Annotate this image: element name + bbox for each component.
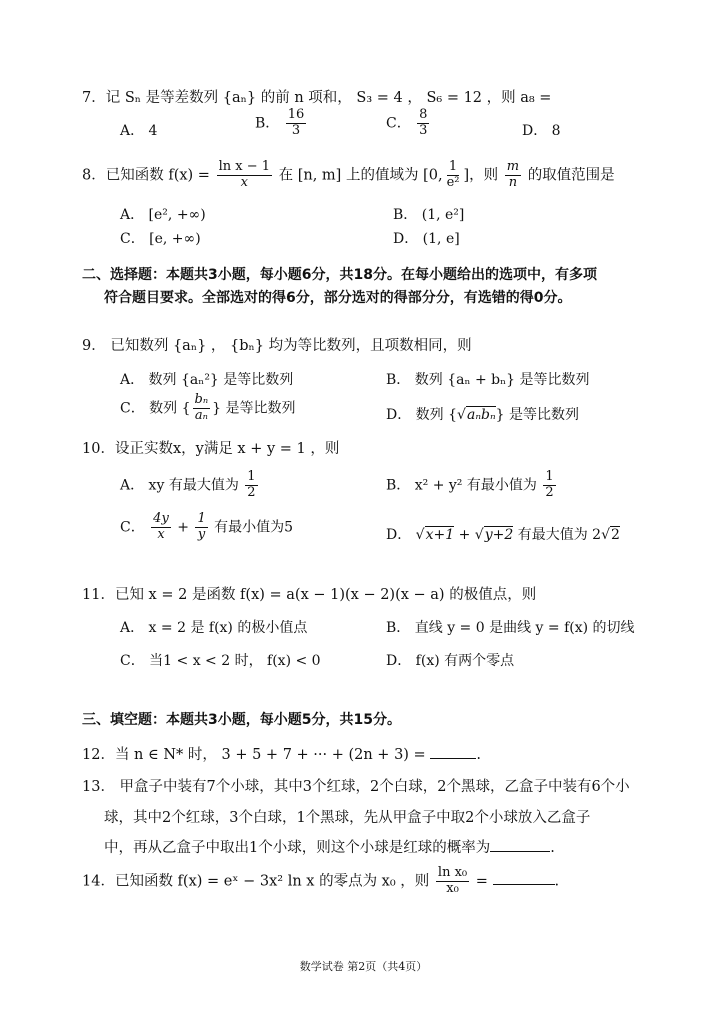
q12-stem: 12．当 n ∈ N* 时， 3 + 5 + 7 + ··· + (2n + 3) = . (82, 747, 481, 763)
q9-option-a: A． 数列 {aₙ²} 是等比数列 (120, 372, 294, 388)
q7-c-fraction: $\frac{8}{3}$ (419, 107, 428, 138)
q8-range-fraction: $\frac{1}{\text{e²}}$ (446, 159, 460, 190)
q13-line1: 13． 甲盒子中装有7个小球，其中3个红球，2个白球，2个黑球，乙盒子中装有6个小 (82, 779, 630, 795)
q10-option-a: A． xy 有最大值为 $\frac{1}{2}$ (120, 469, 256, 500)
q14-stem: 14．已知函数 f(x) = eˣ − 3x² ln x 的零点为 x₀ ，则 $\frac{\text{ln x₀}}{\text{x₀}}$ = . (82, 865, 560, 896)
q8-option-d: D． (1, e] (393, 231, 460, 247)
q8-option-b: B． (1, e²] (393, 207, 465, 223)
section-2-heading-line1: 二、选择题：本题共3小题，每小题6分，共18分。在每小题给出的选项中，有多项 (82, 267, 597, 283)
q7-option-c: C． $\frac{8}{3}$ (386, 107, 428, 138)
q10-stem: 10．设正实数x，y满足 x + y = 1 ，则 (82, 441, 340, 457)
q9-d-radicand: aₙbₙ (466, 407, 496, 423)
page-footer: 数学试卷 第2页（共4页） (299, 960, 428, 973)
q10-option-c: C． $\frac{4y}{x}$ + $\frac{1}{y}$ 有最小值为5 (120, 511, 294, 542)
q11-option-c: C． 当1 < x < 2 时， f(x) < 0 (120, 653, 321, 669)
q13-line2: 球，其中2个红球，3个白球，1个黑球，先从甲盒子中取2个小球放入乙盒子 (104, 810, 591, 826)
q9-option-c: C． 数列 { $\frac{\text{bₙ}}{\text{aₙ}}$ } 是等比数列 (120, 392, 296, 423)
q7-stem: 7．记 Sₙ 是等差数列 {aₙ} 的前 n 项和， S₃ = 4 ， S₆ = 12 ，则 a₈ = (82, 90, 552, 106)
q11-stem: 11．已知 x = 2 是函数 f(x) = a(x − 1)(x − 2)(x − a) 的极值点，则 (82, 587, 537, 603)
q13-line3: 中，再从乙盒子中取出1个小球，则这个小球是红球的概率为 . (104, 840, 555, 856)
q8-ratio-fraction: $\frac{m}{n}$ (506, 159, 520, 190)
q8-option-c: C． [e, +∞) (120, 231, 201, 247)
q10-b-fraction: $\frac{1}{2}$ (545, 469, 554, 500)
q10-option-b: B． x² + y² 有最小值为 $\frac{1}{2}$ (386, 469, 554, 500)
q8-stem: 8．已知函数 f(x) = $\frac{\text{ln x − 1}}{x}$ 在 [n, m] 上的值域为 [0, $\frac{1}{\text{e²}}$ ]，则 $\frac{m}{n}$ 的取值范围是 (82, 159, 615, 190)
q11-option-a: A． x = 2 是 f(x) 的极小值点 (120, 620, 308, 636)
q14-fraction: $\frac{\text{ln x₀}}{\text{x₀}}$ (437, 865, 468, 896)
q7-option-a: A． 4 (120, 123, 158, 139)
q10-c-fraction-2: $\frac{1}{y}$ (197, 511, 206, 542)
q10-d-radicand-1: x+1 (425, 527, 455, 543)
q11-option-b: B． 直线 y = 0 是曲线 y = f(x) 的切线 (386, 620, 635, 636)
q9-stem: 9． 已知数列 {aₙ} ， {bₙ} 均为等比数列，且项数相同，则 (82, 338, 472, 354)
section-2-heading-line2: 符合题目要求。全部选对的得6分，部分选对的得部分分，有选错的得0分。 (104, 290, 572, 306)
q11-option-d: D． f(x) 有两个零点 (386, 653, 515, 669)
q12-answer-blank[interactable] (430, 758, 476, 759)
q7-option-b: B． $\frac{16}{3}$ (255, 107, 305, 138)
q9-option-b: B． 数列 {aₙ + bₙ} 是等比数列 (386, 372, 590, 388)
q10-d-radicand-3: 2 (611, 527, 620, 543)
q8-option-a: A． [e², +∞) (120, 207, 206, 223)
q9-option-d: D． 数列 {√aₙbₙ} 是等比数列 (386, 407, 579, 423)
q10-option-d: D． √x+1 + √y+2 有最大值为 2√2 (386, 527, 620, 543)
q13-answer-blank[interactable] (490, 851, 550, 852)
q10-d-radicand-2: y+2 (484, 527, 514, 543)
q9-c-fraction: $\frac{\text{bₙ}}{\text{aₙ}}$ (194, 392, 209, 423)
q8-function-fraction: $\frac{\text{ln x − 1}}{x}$ (218, 159, 270, 190)
q7-b-fraction: $\frac{16}{3}$ (287, 107, 305, 138)
q10-a-fraction: $\frac{1}{2}$ (247, 469, 256, 500)
section-3-heading: 三、填空题：本题共3小题，每小题5分，共15分。 (82, 712, 401, 728)
q14-answer-blank[interactable] (493, 884, 555, 885)
q7-option-d: D． 8 (522, 123, 561, 139)
q10-c-fraction-1: $\frac{4y}{x}$ (153, 511, 169, 542)
